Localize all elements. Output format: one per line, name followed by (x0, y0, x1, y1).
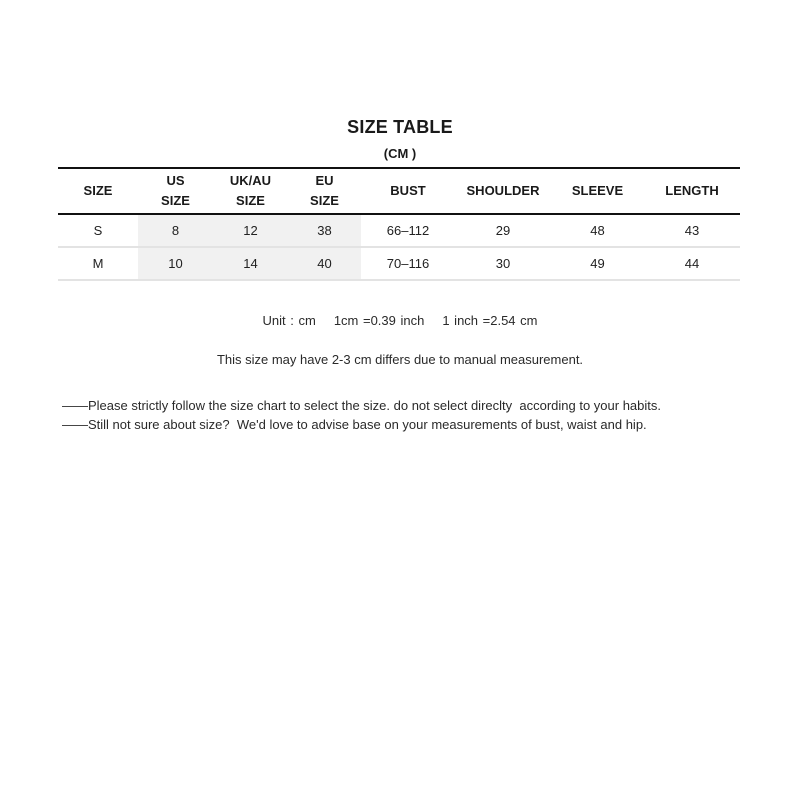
cell-length: 43 (684, 223, 700, 238)
cell-shoulder: 29 (495, 223, 511, 238)
cell-bust: 66–112 (386, 223, 430, 238)
inch-to-cm-label: 1 inch =2.54 cm (442, 313, 538, 328)
header-us-size: US SIZE (161, 173, 190, 208)
header-bust: BUST (390, 183, 426, 198)
cell-ukau-size: 12 (213, 214, 288, 247)
header-size: SIZE (83, 183, 113, 198)
size-table-container (58, 167, 740, 281)
cell-sleeve: 48 (590, 223, 605, 238)
header-length: LENGTH (665, 183, 719, 198)
header-ukau-size: UK/AU SIZE (229, 173, 272, 208)
page-subtitle: (CM ) (383, 146, 417, 161)
advice-line-not-sure: ——Still not sure about size? We'd love to advise base on your measurements of bust, waist and hip. (62, 417, 647, 432)
unit-label: Unit : cm (262, 313, 316, 328)
cell-shoulder: 30 (495, 256, 511, 271)
cm-to-inch-label: 1cm =0.39 inch (333, 313, 425, 328)
measurement-disclaimer: This size may have 2-3 cm differs due to manual measurement. (216, 352, 584, 367)
table-header-row (58, 168, 740, 214)
cell-bust: 70–116 (386, 256, 430, 271)
advice-notes (62, 396, 661, 434)
cell-eu-size: 38 (288, 214, 361, 247)
header-shoulder: SHOULDER (466, 183, 540, 198)
header-eu-size: EU SIZE (310, 173, 339, 208)
size-table (58, 167, 740, 281)
table-row (58, 247, 740, 280)
header-sleeve: SLEEVE (571, 183, 624, 198)
cell-us-size: 8 (138, 214, 213, 247)
cell-length: 44 (684, 256, 700, 271)
unit-conversion-note (0, 313, 800, 328)
cell-sleeve: 49 (590, 256, 605, 271)
table-row (58, 214, 740, 247)
cell-eu-size: 40 (288, 247, 361, 280)
advice-line-follow-chart: ——Please strictly follow the size chart to select the size. do not select direclty according to your habits. (62, 398, 661, 413)
cell-size: M (92, 256, 104, 271)
cell-ukau-size: 14 (213, 247, 288, 280)
page-title: SIZE TABLE (347, 117, 453, 137)
cell-us-size: 10 (138, 247, 213, 280)
cell-size: S (93, 223, 103, 238)
